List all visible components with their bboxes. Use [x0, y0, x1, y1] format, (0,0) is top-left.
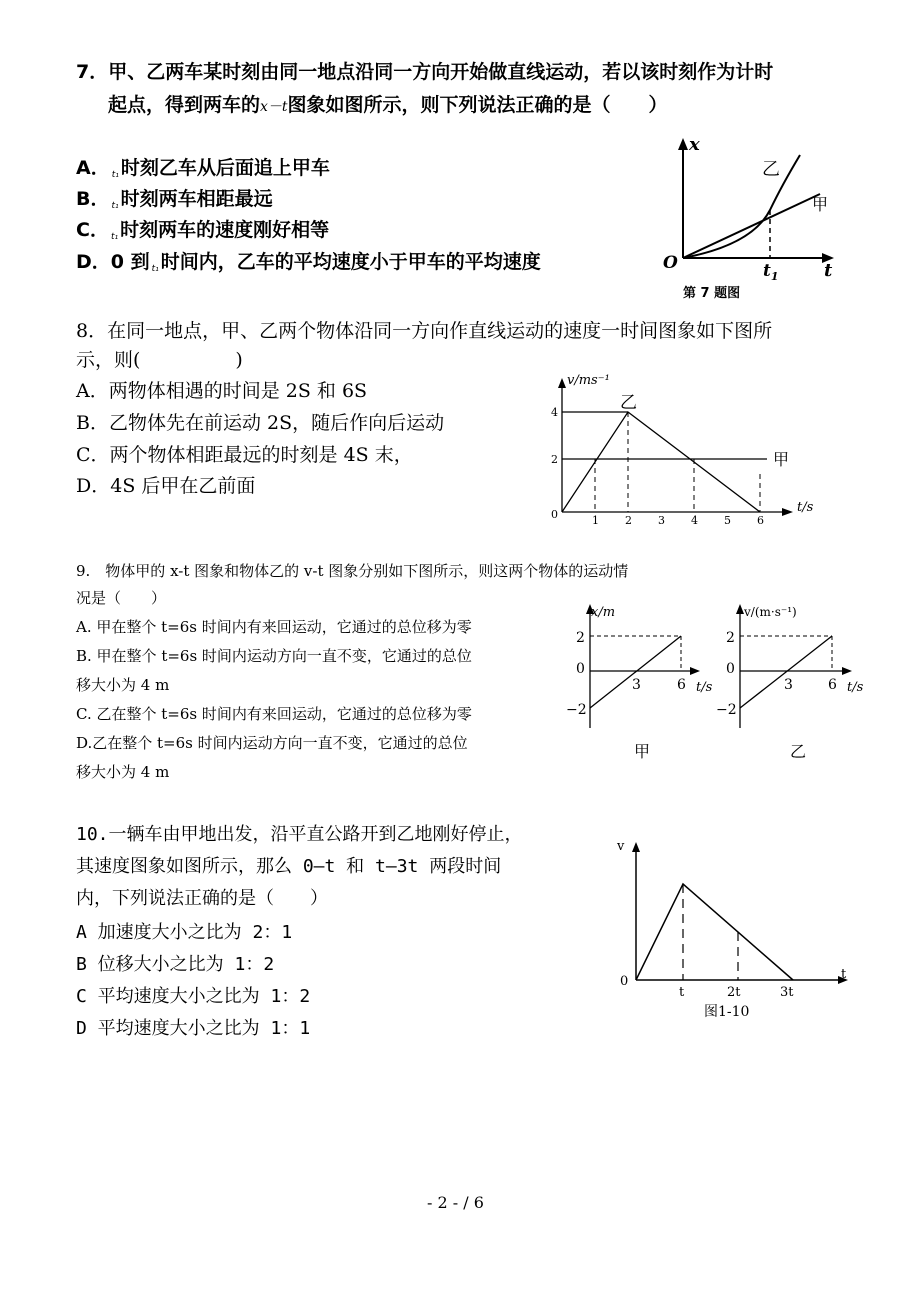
q9-line1: 9. 物体甲的 x-t 图象和物体乙的 v-t 图象分别如下图所示，则这两个物体的运动情 — [76, 562, 629, 580]
q7-option-d — [76, 247, 541, 274]
q7-t1-symbol: t₁ — [151, 264, 159, 274]
q10-option-d: D 平均速度大小之比为 1：1 — [76, 1018, 311, 1039]
q9-option-b-line2: 移大小为 4 m — [76, 676, 170, 694]
q10-y-axis-label: v — [617, 839, 625, 854]
q8-x-axis-label: t/s — [797, 500, 814, 515]
q8-vt-graph — [545, 364, 820, 534]
q7-t1-symbol: t₁ — [111, 170, 119, 180]
q8-label-jia: 甲 — [773, 450, 790, 469]
q8-x-tick-3: 3 — [658, 514, 665, 527]
q7-y-arrow-icon — [678, 138, 688, 150]
q9b-x-tick-6: 6 — [828, 677, 837, 693]
q10-vt-graph — [612, 830, 857, 1025]
q9a-x-arrow-icon — [690, 667, 700, 675]
q9b-y-axis-label: v/(m·s⁻¹) — [744, 605, 797, 619]
q9-option-b-line1: B. 甲在整个 t=6s 时间内运动方向一直不变，它通过的总位 — [76, 647, 472, 665]
q7-option-d-text: 时间内，乙车的平均速度小于甲车的平均速度 — [160, 251, 541, 273]
q9-xt-graph-jia — [560, 600, 713, 770]
q8-option-b: B．乙物体先在前运动 2S，随后作向后运动 — [76, 412, 445, 434]
q10-figure-caption: 图1-10 — [704, 1004, 750, 1020]
q9a-data-line — [590, 636, 681, 708]
q10-line1: 10.一辆车由甲地出发，沿平直公路开到乙地刚好停止， — [76, 824, 523, 845]
q10-option-c: C 平均速度大小之比为 1：2 — [76, 986, 311, 1007]
q7-figure-caption: 第 7 题图 — [683, 286, 741, 301]
q9b-x-tick-3: 3 — [784, 677, 793, 693]
q7-label-jia: 甲 — [812, 195, 829, 214]
q10-x-axis-label: t — [841, 967, 847, 982]
q8-y-tick-0: 0 — [551, 508, 558, 521]
q7-option-a-prefix: A． — [76, 157, 110, 179]
q7-line2-post: 图象如图所示，则下列说法正确的是（ ） — [287, 94, 668, 116]
q10-option-a: A 加速度大小之比为 2：1 — [76, 922, 293, 943]
q9a-x-tick-3: 3 — [632, 677, 641, 693]
q10-origin-label: 0 — [620, 974, 629, 989]
q8-x-tick-1: 1 — [592, 514, 599, 527]
q9a-y-tick-neg2: −2 — [566, 702, 587, 718]
q7-line2-pre: 起点，得到两车的 — [108, 94, 261, 116]
q7-line-jia — [683, 194, 820, 258]
q7-option-c-text: 时刻两车的速度刚好相等 — [120, 219, 330, 241]
q9b-y-tick-neg2: −2 — [716, 702, 737, 718]
q9b-caption-yi: 乙 — [790, 742, 807, 761]
q8-option-c: C．两个物体相距最远的时刻是 4S 末， — [76, 444, 413, 466]
q7-t1-label: $t_1$ — [763, 261, 779, 283]
q9-vt-graph-yi — [710, 600, 870, 770]
q10-x-tick-t: t — [679, 985, 685, 1000]
q9a-y-tick-0: 0 — [576, 661, 585, 677]
q9a-caption-jia: 甲 — [634, 742, 651, 761]
q10-y-arrow-icon — [632, 842, 640, 852]
q8-y-axis-label: v/ms⁻¹ — [567, 373, 610, 388]
q7-option-d-prefix: D．0 到 — [76, 251, 150, 273]
q8-y-arrow-icon — [558, 378, 566, 388]
q7-xt-graph — [652, 130, 842, 283]
q7-option-b — [76, 184, 273, 211]
q7-option-a-text: 时刻乙车从后面追上甲车 — [120, 157, 330, 179]
q7-x-axis-label: x — [689, 134, 700, 155]
q7-t1-symbol: t₁ — [110, 232, 119, 242]
q7-label-yi: 乙 — [762, 159, 780, 180]
q8-line-yi — [562, 412, 760, 512]
q7-t-axis-label: t — [824, 260, 833, 281]
q9-line2: 况是（ ） — [76, 589, 167, 607]
q9a-y-axis-label: x/m — [591, 605, 616, 620]
q9b-x-axis-label: t/s — [847, 680, 864, 695]
q9b-y-arrow-icon — [736, 604, 744, 614]
q7-line1: 7．甲、乙两车某时刻由同一地点沿同一方向开始做直线运动，若以该时刻作为计时 — [76, 61, 774, 83]
q10-line3: 内，下列说法正确的是（ ） — [76, 888, 328, 909]
q10-option-b: B 位移大小之比为 1：2 — [76, 954, 275, 975]
q9a-x-tick-6: 6 — [677, 677, 686, 693]
q10-data-line — [636, 884, 793, 980]
q8-x-tick-5: 5 — [724, 514, 731, 527]
q10-x-tick-3t: 3t — [780, 985, 794, 1000]
q7-xt-symbol: x－t — [260, 99, 288, 115]
q7-option-c-prefix: C． — [76, 219, 109, 241]
q9-option-d-line2: 移大小为 4 m — [76, 763, 170, 781]
q8-x-tick-6: 6 — [757, 514, 764, 527]
q7-t1-symbol: t₁ — [111, 201, 119, 211]
q10-line2: 其速度图象如图所示，那么 0—t 和 t—3t 两段时间 — [76, 856, 502, 877]
q8-line2: 示，则( ) — [76, 349, 243, 371]
q9a-y-tick-2: 2 — [576, 630, 585, 646]
page-number: - 2 - / 6 — [427, 1193, 484, 1212]
q9b-x-arrow-icon — [842, 667, 852, 675]
q7-origin-label: O — [663, 253, 678, 273]
q8-y-tick-4: 4 — [551, 406, 558, 419]
q9b-y-tick-0: 0 — [726, 661, 735, 677]
q7-curve-yi — [683, 155, 800, 258]
q8-y-tick-2: 2 — [551, 453, 558, 466]
q9-option-a: A. 甲在整个 t=6s 时间内有来回运动，它通过的总位移为零 — [76, 618, 472, 636]
q9b-data-line — [740, 636, 832, 708]
q8-x-arrow-icon — [782, 508, 793, 516]
q8-label-yi: 乙 — [620, 393, 637, 413]
q8-line1: 8．在同一地点，甲、乙两个物体沿同一方向作直线运动的速度一时间图象如下图所 — [76, 320, 773, 342]
q9a-x-axis-label: t/s — [696, 680, 713, 695]
q7-option-c — [76, 215, 329, 242]
q8-x-tick-2: 2 — [625, 514, 632, 527]
q8-option-a: A．两物体相遇的时间是 2S 和 6S — [76, 380, 368, 402]
q7-line2 — [108, 90, 668, 117]
q7-option-b-prefix: B． — [76, 188, 110, 210]
q8-x-tick-4: 4 — [691, 514, 698, 527]
q9b-y-tick-2: 2 — [726, 630, 735, 646]
q10-x-tick-2t: 2t — [727, 985, 741, 1000]
q8-option-d: D．4S 后甲在乙前面 — [76, 475, 256, 497]
q7-option-a — [76, 153, 330, 180]
q7-option-b-text: 时刻两车相距最远 — [120, 188, 273, 210]
q9-option-c: C. 乙在整个 t=6s 时间内有来回运动，它通过的总位移为零 — [76, 705, 472, 723]
q9-option-d-line1: D.乙在整个 t=6s 时间内运动方向一直不变，它通过的总位 — [76, 734, 468, 752]
